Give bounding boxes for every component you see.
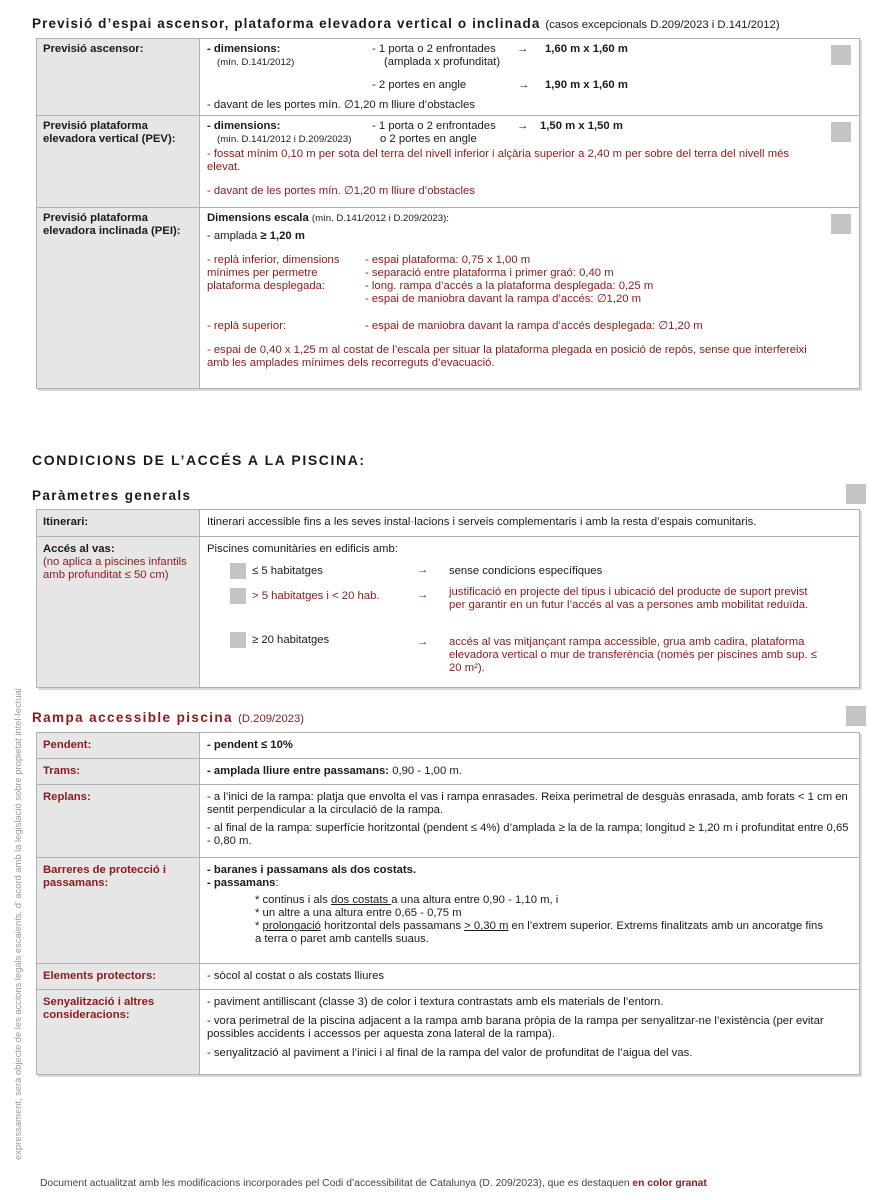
- row-itinerari: Itinerari: Itinerari accessible fins a les seves instal·lacions i serveis complementaris i amb la resta d’espais comunitaris.: [37, 510, 859, 537]
- row-senyal: Senyalització i altres consideracions: - paviment antilliscant (classe 3) de color i textura contrastats amb els materials de l’entorn. - vora perimetral de la piscina adjacent a la rampa amb barana pròpia de la rampa per senyalitzar-ne l’existència (per evitar possibles accidents i accessos per aquesta zona lateral de la rampa). - senyalització al paviment a l’inici i al final de la rampa del valor de profunditat de l’aigua del vas.: [37, 990, 859, 1074]
- section-subtitle: (casos excepcionals D.209/2023 i D.141/2012): [545, 19, 780, 31]
- lift-table: [36, 38, 860, 389]
- row-pev: Previsió plataforma elevadora vertical (PEV): - dimensions: (mín. D.141/2012 i D.209/2023) - 1 porta o 2 enfrontades o 2 portes en angle → 1,50 m x 1,50 m - fossat mínim 0,10 m per sota del terra del nivell inferior i alçària superior a 2,40 m per sobre del terra del nivell més elevat. - davant de les portes mín. ∅1,20 m lliure d’obstacles: [37, 116, 859, 208]
- checkbox[interactable]: [831, 45, 851, 65]
- option-3[interactable]: ≥ 20 habitatges: [230, 632, 329, 648]
- row-ascensor: Previsió ascensor: - dimensions: (mín. D.141/2012) - 1 porta o 2 enfrontades (amplada x profunditat) → 1,60 m x 1,60 m - 2 portes en angle → 1,90 m x 1,60 m - davant de les portes mín. ∅1,20 m lliure d’obstacles: [37, 39, 859, 116]
- checkbox[interactable]: [831, 122, 851, 142]
- row-label: Previsió plataforma elevadora inclinada (PEI):: [37, 208, 200, 388]
- option-1[interactable]: ≤ 5 habitatges: [230, 563, 323, 579]
- checkbox[interactable]: [846, 484, 866, 504]
- section-title-pool: CONDICIONS DE L’ACCÉS A LA PISCINA:: [32, 452, 366, 468]
- row-pei: Previsió plataforma elevadora inclinada (PEI): Dimensions escala (mín. D.141/2012 i D.209/2023): - amplada ≥ 1,20 m - replà inferior, dimensions mínimes per permetre plataforma desplegada: - espai plataforma: 0,75 x 1,00 m - separació entre plataforma i primer graó: 0,40 m - long. rampa d’accés a la plataforma desplegada: 0,25 m - espai de maniobra davant la rampa d’accés: ∅1,20 m - replà superior: - espai de maniobra davant la rampa d’accés desplegada: ∅1,20 m - espai de 0,40 x 1,25 m al costat de l’escala per situar la plataforma plegada en posició de repòs, sense que interfereixi amb les amplades mínimes dels recorreguts d’evacuació.: [37, 208, 859, 388]
- params-table: [36, 509, 860, 688]
- checkbox[interactable]: [230, 588, 246, 604]
- row-label: Previsió plataforma elevadora vertical (PEV):: [37, 116, 200, 207]
- row-elements: Elements protectors: - sòcol al costat o als costats lliures: [37, 964, 859, 990]
- checkbox[interactable]: [230, 632, 246, 648]
- arrow-icon: →: [417, 589, 429, 601]
- checkbox[interactable]: [230, 563, 246, 579]
- params-title: Paràmetres generals: [32, 488, 192, 503]
- row-pendent: Pendent: - pendent ≤ 10%: [37, 733, 859, 759]
- ramp-title: Rampa accessible piscina (D.209/2023): [32, 710, 305, 725]
- arrow-icon: →: [417, 636, 429, 648]
- arrow-icon: →: [417, 564, 429, 576]
- checkbox[interactable]: [831, 214, 851, 234]
- copyright-sidebar: expressament, serà objecte de les accions legals escaients, d’ acord amb la legislació sobre propietat intel·lectual: [12, 688, 23, 1160]
- arrow-icon: →: [517, 43, 529, 55]
- arrow-icon: →: [518, 79, 530, 91]
- option-2[interactable]: > 5 habitatges i < 20 hab.: [230, 588, 380, 604]
- row-replans: Replans: - a l’inici de la rampa: platja que envolta el vas i rampa enrasades. Reixa perimetral de desguàs enrasada, amb forats < 1 cm en sentit perpendicular a la circulació de la rampa. - al final de la rampa: superfície horitzontal (pendent ≤ 4%) d’amplada ≥ la de la rampa; longitud ≥ 1,20 m i profunditat entre 0,65 - 0,80 m.: [37, 785, 859, 858]
- section-title-lift: Previsió d’espai ascensor, plataforma elevadora vertical o inclinada (casos excepcionals D.209/2023 i D.141/2012): [32, 16, 780, 31]
- row-trams: Trams: - amplada lliure entre passamans: 0,90 - 1,00 m.: [37, 759, 859, 785]
- row-label: Previsió ascensor:: [37, 39, 200, 115]
- footer-note: Document actualitzat amb les modificacions incorporades pel Codi d’accessibilitat de Catalunya (D. 209/2023), que es destaquen en color granat: [40, 1178, 707, 1189]
- checkbox[interactable]: [846, 706, 866, 726]
- lower-landing-list: - espai plataforma: 0,75 x 1,00 m - separació entre plataforma i primer graó: 0,40 m - long. rampa d’accés a la plataforma desplegada: 0,25 m - espai de maniobra davant la rampa d’accés: ∅1,20 m: [365, 254, 654, 305]
- arrow-icon: →: [517, 120, 529, 132]
- ramp-table: [36, 732, 860, 1075]
- row-acces: Accés al vas: (no aplica a piscines infantils amb profunditat ≤ 50 cm) Piscines comunitàries en edificis amb: ≤ 5 habitatges → sense condicions específiques > 5 habitatges i < 20 hab. → justificació en projecte del tipus i ubicació del producte de suport previst per garantir en un futur l’accés al vas a persones amb mobilitat reduïda. ≥ 20 habitatges → accés al vas mitjançant rampa accessible, grua amb cadira, plataforma elevadora vertical o mur de transferència (només per piscines amb sup. ≤ 20 m²).: [37, 537, 859, 687]
- row-barreres: Barreres de protecció i passamans: - baranes i passamans als dos costats. - passamans: * continus i als dos costats a una altura entre 0,90 - 1,10 m, i * un altre a una altura entre 0,65 - 0,75 m * prolongació horitzontal dels passamans > 0,30 m en l’extrem superior. Extrems finalitzats amb un ancoratge fins a terra o paret amb cantells suaus.: [37, 858, 859, 964]
